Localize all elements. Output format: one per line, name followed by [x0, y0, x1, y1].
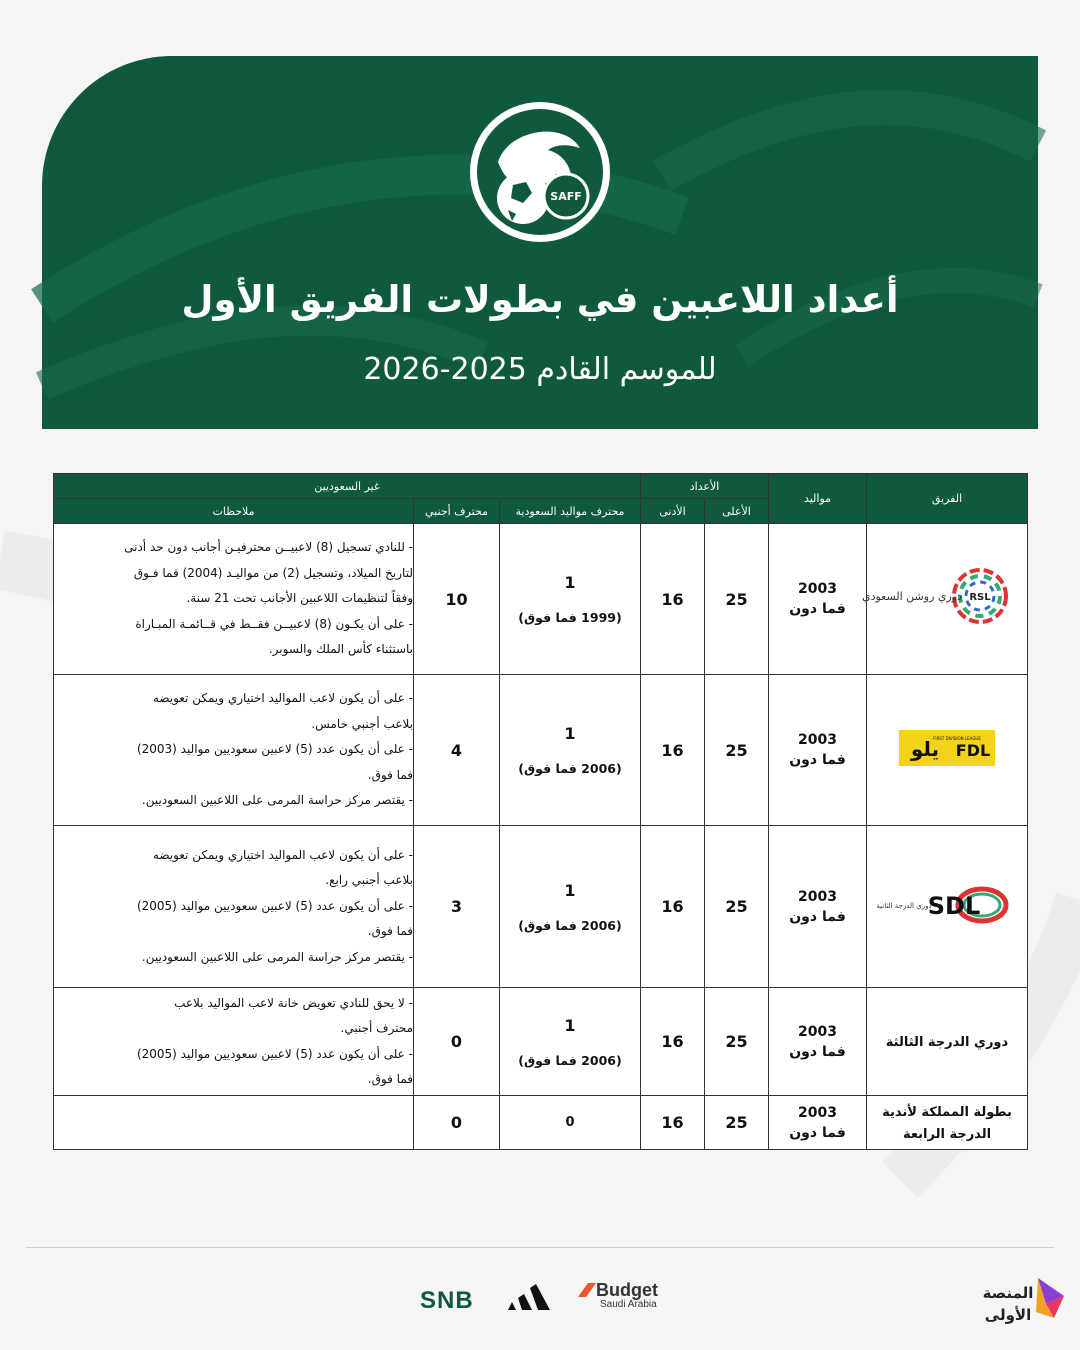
svg-text:يلو: يلو — [910, 737, 940, 761]
min-cell: 16 — [641, 988, 705, 1096]
adidas-icon — [506, 1280, 558, 1312]
team-cell — [867, 675, 1028, 826]
svg-text:FIRST DIVISION LEAGUE: FIRST DIVISION LEAGUE — [933, 736, 981, 741]
foreign-pro-cell: 10 — [414, 524, 500, 675]
budget-logo: Budget Saudi Arabia — [578, 1280, 658, 1310]
foreign-pro-cell: 3 — [414, 826, 500, 988]
team-cell — [861, 524, 1028, 675]
team-name: دوري الدرجة الثالثة — [885, 1034, 1009, 1050]
svg-text:SAFF: SAFF — [550, 190, 582, 203]
budget-arrow-icon — [578, 1283, 596, 1297]
table-row — [54, 1096, 1028, 1150]
header-team: الفريق — [867, 474, 1028, 524]
svg-text:المنصة: المنصة — [982, 1284, 1034, 1302]
svg-text:SDL: SDL — [927, 891, 981, 920]
saudi-born-pro-cell: 1 (1999 فما فوق) — [500, 524, 641, 675]
players-count-table — [53, 473, 1028, 1150]
birth-cell: 2003 فما دون — [769, 826, 867, 988]
saff-logo — [468, 100, 612, 244]
notes-cell: - للنادي تسجيل (8) لاعبيــن محترفيـن أجانب دون حد أدنى لتاريخ الميلاد، وتسجيل (2) من مواليـد (2004) فما فـوق وفقاً لتنظيمات اللاعبين الأجانب تحت 21 سنة. - على أن يكـون (8) لاعبيــن فقــط في قــائمـة المبـاراة باستثناء كأس الملك والسوبر. — [54, 524, 414, 675]
header-non-saudi: غير السعوديين — [54, 474, 641, 499]
notes-cell — [54, 1096, 414, 1150]
almanassa-logo — [980, 1272, 1066, 1334]
page-subtitle: للموسم القادم 2025-2026 — [363, 352, 717, 387]
team-name: بطولة المملكة لأندية الدرجة الرابعة — [882, 1104, 1012, 1142]
max-cell: 25 — [705, 1096, 769, 1150]
saudi-born-pro-cell: 1 (2006 فما فوق) — [500, 826, 641, 988]
sdl-logo — [876, 880, 1012, 930]
footer-divider — [26, 1247, 1054, 1248]
team-cell — [867, 988, 1028, 1096]
min-cell: 16 — [641, 524, 705, 675]
table-row — [54, 826, 1028, 988]
notes-cell: - لا يحق للنادي تعويض خانة لاعب المواليد بلاعب محترف أجنبي. - على أن يكون عدد (5) لاعبين سعوديين مواليد (2005) فما فوق. — [54, 988, 414, 1096]
birth-cell: 2003 فما دون — [769, 1096, 867, 1150]
min-cell: 16 — [641, 1096, 705, 1150]
birth-cell: 2003 فما دون — [769, 675, 867, 826]
fdl-logo — [897, 726, 997, 770]
foreign-pro-cell: 0 — [414, 1096, 500, 1150]
min-cell: 16 — [641, 826, 705, 988]
svg-text:RSL: RSL — [969, 592, 991, 603]
team-cell — [867, 826, 1028, 988]
max-cell: 25 — [705, 524, 769, 675]
header-count: الأعداد — [641, 474, 769, 499]
birth-cell: 2003 فما دون — [769, 988, 867, 1096]
header-birth: مواليد — [769, 474, 867, 524]
table-row — [54, 675, 1028, 826]
notes-cell: - على أن يكون لاعب المواليد اختياري ويمكن تعويضه بلاعب أجنبي رابع. - على أن يكون عدد (5) لاعبين سعوديين مواليد (2005) فما فوق. - يقتصر مركز حراسة المرمى على اللاعبين السعوديين. — [54, 826, 414, 988]
page-title: أعداد اللاعبين في بطولات الفريق الأول — [181, 278, 899, 321]
rsl-logo — [861, 562, 1012, 632]
notes-cell: - على أن يكون لاعب المواليد اختياري ويمكن تعويضه بلاعب أجنبي خامس. - على أن يكون عدد (5) لاعبين سعوديين مواليد (2003) فما فوق. - يقتصر مركز حراسة المرمى على اللاعبين السعوديين. — [54, 675, 414, 826]
table-row — [54, 988, 1028, 1096]
min-cell: 16 — [641, 675, 705, 826]
max-cell: 25 — [705, 988, 769, 1096]
max-cell: 25 — [705, 675, 769, 826]
header-min: الأدنى — [641, 499, 705, 524]
birth-cell: 2003 فما دون — [769, 524, 867, 675]
header-max: الأعلى — [705, 499, 769, 524]
team-cell — [867, 1096, 1028, 1150]
svg-text:FDL: FDL — [955, 741, 991, 760]
svg-text:دوري روشن السعودي: دوري روشن السعودي — [861, 590, 963, 603]
snb-logo: SNB — [420, 1287, 474, 1314]
saudi-born-pro-cell: 0 — [500, 1096, 641, 1150]
max-cell: 25 — [705, 826, 769, 988]
saudi-born-pro-cell: 1 (2006 فما فوق) — [500, 988, 641, 1096]
header-foreign-pro: محترف أجنبي — [414, 499, 500, 524]
header-notes: ملاحظات — [54, 499, 414, 524]
header-saudi-born-pro: محترف مواليد السعودية — [500, 499, 641, 524]
foreign-pro-cell: 4 — [414, 675, 500, 826]
saudi-born-pro-cell: 1 (2006 فما فوق) — [500, 675, 641, 826]
svg-text:الأولى: الأولى — [984, 1306, 1032, 1324]
table-row — [54, 524, 1028, 675]
foreign-pro-cell: 0 — [414, 988, 500, 1096]
svg-text:دوري الدرجة الثانية: دوري الدرجة الثانية — [876, 901, 932, 910]
